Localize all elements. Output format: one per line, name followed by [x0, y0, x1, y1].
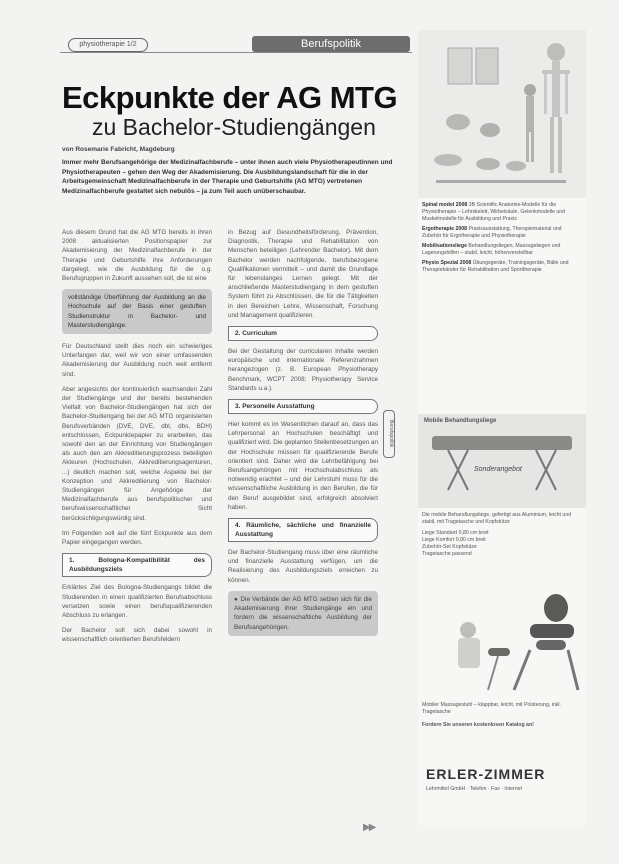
- paragraph: in Bezug auf Gesundheitsförderung, Prävention, Diagnostik, Therapie und Rehabilitation von Menschen beteiligen (Lehrender Bachelor). Mit dem Bachelor werden nachfolgende, berufsbezogene Qualifikationen vermittelt – und damit die Grundlage für lebenslanges Lernen gelegt. Mit der anschließende Masterstudiengang in dem gestuften System führt zu Abschlüssen, die für die Tätigkeiten in den Bereichen Lehre, Wissenschaft, Forschung und Management qualifizieren.: [228, 229, 378, 319]
- paragraph: Aus diesem Grund hat die AG MTG bereits in ihren 2008 aktualisierten Positionspapier zur Akademisierung der Medizinalfachberufe in der Therapie und Geburtshilfe ihre Anforderungen dargelegt, wie die Ausbildung für die o.g. Berufsgruppen in Zukunft aussehen soll, die ist eine: [62, 229, 212, 283]
- paragraph: Im Folgenden soll auf die fünf Eckpunkte aus dem Papier eingegangen werden.: [62, 529, 212, 547]
- highlight-box: [228, 591, 378, 636]
- section-heading-3: 3. Personelle Ausstattung: [228, 399, 378, 414]
- ad-table-text: [422, 512, 582, 558]
- price-row: Tragetasche passend: [422, 551, 472, 557]
- ad-item-title: Mobilisationsliege: [422, 243, 467, 249]
- ad-chair-text: [422, 702, 582, 729]
- paragraph: Hier kommt es im Wesentlichen darauf an, dass das Lehrpersonal an Hochschulen beschäftigt und qualifiziert wird. Die geplanten Stellenbesetzungen an der Hochschule müssen für qualifizierende Berufe orientiert sind. Daher wird die Lehrbefähigung bei Berufsangehörigen mit Hochschulabschluss als notwendig erachtet – und der Lehrstuhl muss für die wissenschaftliche Ausbildung in den Berufen, die für den Beruf ausgebildet sind, erfolgreich absolviert haben.: [228, 421, 378, 511]
- brand-address: Lehrmittel GmbH · Telefon · Fax · Internet: [426, 786, 522, 792]
- paragraph: Erklärtes Ziel des Bologna-Studiengangs bildet die Studierenden in einen qualifizierten Berufsabschluss versetzen sowie einen berufsqualifizierenden Abschluss zu erlangen.: [62, 584, 212, 619]
- massage-chair-image: [418, 578, 586, 700]
- paragraph: Für Deutschland stellt dies noch ein schwieriges Unterfangen dar, weil wir von einer umfassenden Akademisierung der Ausbildung noch weit entfernt sind.: [62, 343, 212, 378]
- ad-item-title: Ergotherapie 2008: [422, 226, 467, 232]
- brand-logo: ERLER-ZIMMER: [426, 766, 546, 782]
- price-row: Zubehör-Set Kopfstütze: [422, 544, 477, 550]
- ad-item-text: Die mobile Behandlungsliege, gefertigt aus Aluminium, leicht und stabil, mit Tragetasche und Kopfstütze: [422, 512, 572, 525]
- price-row: Liege Komfort 0,80 cm breit: [422, 537, 486, 543]
- ad-item-text: Behandlungsliegen, Massageliegen und Lagerungshilfen – stabil, leicht, höhenverstellbar: [422, 243, 561, 256]
- ad-item-text: 3B Scientific Anatomie-Modelle für die Physiotherapie – Lehrskelett, Wirbelsäule, Gelenkmodelle und Muskelmodelle für Ausbildung und Praxis: [422, 202, 566, 222]
- section-heading-2: 2. Curriculum: [228, 326, 378, 341]
- table-banner: Mobile Behandlungsliege: [424, 418, 497, 424]
- paragraph: Bei der Gestaltung der curricularen Inhalte werden europäische und internationale Referenzrahmen herangezogen (z. B. European Physiotherapy Benchmark, WCPT 2008; Physiotherapy Service Standards u.a.).: [228, 348, 378, 392]
- ad-item-text: Übungsgeräte, Trainingsgeräte, Bälle und Therapiebänder für Rehabilitation und Sporttherapie: [422, 260, 569, 273]
- side-section-tab: Berufspolitik: [383, 410, 395, 458]
- ad-item-title: Physio Spezial 2008: [422, 260, 472, 266]
- section-tab: Berufspolitik: [252, 36, 410, 52]
- treatment-table-image: [418, 414, 586, 508]
- paragraph: Der Bachelor-Studiengang muss über eine räumliche und finanzielle Ausstattung verfügen, um die Realisierung des Ausbildungsziels erreichen zu können.: [228, 549, 378, 584]
- paragraph: Der Bachelor soll sich dabei sowohl in wissenschaftlich orientierten Berufsfeldern: [62, 627, 212, 644]
- article-column-2: [228, 228, 378, 636]
- ad-item-text: Fordern Sie unseren kostenlosen Katalog an!: [422, 722, 534, 728]
- article-author: von Rosemarie Fabricht, Magdeburg: [62, 146, 175, 153]
- continue-arrows-icon: ▶▶: [363, 822, 375, 833]
- header-divider: [60, 52, 412, 53]
- ad-item-title: Spinal model 2008: [422, 202, 468, 208]
- issue-label: physiotherapie 1/2: [68, 38, 148, 52]
- ad-item-text: Praxisausstattung, Therapiematerial und Zubehör für Ergotherapie und Physiotherapie: [422, 226, 562, 239]
- article-subtitle: zu Bachelor-Studiengängen: [92, 114, 376, 140]
- article-lead: Immer mehr Berufsangehörige der Medizinalfachberufe – unter ihnen auch viele Physiotherapeutinnen und Physiotherapeuten – gehen den Weg der Akademisierung. Die Ausbildungslandschaft für die in der Arbeitsgemeinschaft Medizinalfachberufe in der Therapie und Geburtshilfe (AG MTG) vertretenen Medizinalfachberufe gestaltet sich nebulös – ja zum Teil auch unüberschaubar.: [62, 159, 393, 195]
- anatomy-models-image: [418, 30, 586, 198]
- highlight-text: Die Verbände der AG MTG setzen sich für die Akademisierung ihrer Studiengänge ein und fordern die wissenschaftliche Ausbildung der Berufsangehörigen.: [234, 595, 372, 631]
- article-title: Eckpunkte der AG MTG: [62, 80, 398, 115]
- advertisement: [418, 30, 586, 825]
- article-column-1: [62, 228, 212, 651]
- pull-quote: vollständige Überführung der Ausbildung an die Hochschule auf der Basis einer gestuften Studienstruktur in Bachelor- und Masterstudiengänge.: [62, 289, 212, 334]
- price-label: Sonderangebot: [474, 466, 522, 473]
- bullet-icon: ●: [234, 595, 241, 603]
- section-heading-4: 4. Räumliche, sächliche und finanzielle Ausstattung: [228, 518, 378, 542]
- price-row: Liege Standard 0,80 cm breit: [422, 530, 489, 536]
- paragraph: Aber angesichts der kontinuierlich wachsenden Zahl der Studiengänge und der bereits bestehenden Vielfalt von Bachelor-Studiengängen hat sich der Bachelor-Studiengang bei der AG MTG organisierten Berufsverbänden (DVE, DVE, dbl, dbs, BDH) entschlossen, Eckpunktepapier zu erarbeiten, das sowohl den an der Einrichtung von Studiengängen als auch den am Akkreditierungsprozess beteiligten Akteuren (Hochschulen, Akkreditierungsagenturen, ...) deutlich machen soll, welche Aspekte bei der Konzeption und Akkreditierung von Bachelor-Studiengängen für Angehörige der Medizinalfachberufe aus berufspolitischer und berufswissenschaftlicher Sicht berücksichtigungswürdig sind.: [62, 385, 212, 522]
- ad-text-block: [422, 202, 582, 277]
- section-heading-1: 1. Bologna-Kompatibilität des Ausbildungsziels: [62, 553, 212, 577]
- ad-item-text: Mobiler Massagestuhl – klappbar, leicht, mit Polsterung, inkl. Tragetasche: [422, 702, 561, 715]
